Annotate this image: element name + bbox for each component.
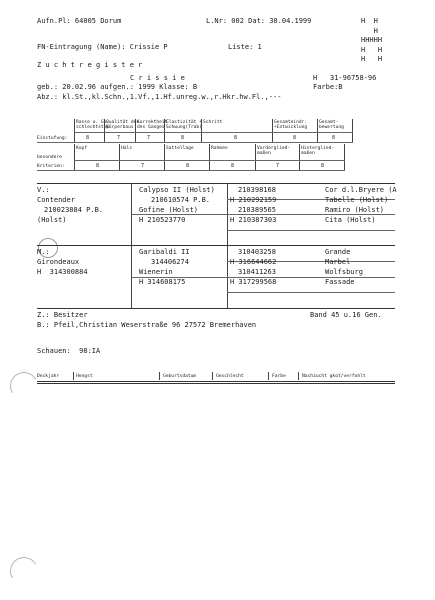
grid-line	[74, 144, 75, 170]
grandparent-number: 210610574 P.B.	[151, 196, 211, 204]
grandparent-number: 314406274	[151, 258, 189, 266]
document-title: Z u c h t r e g i s t e r	[37, 61, 143, 69]
grandparent-number: H 314608175	[139, 278, 186, 286]
grid-line	[272, 119, 273, 142]
criteria-header: Sattellage	[166, 146, 194, 151]
pedigree-mid-rule	[37, 245, 395, 246]
ancestor-number: H 316644662	[230, 258, 277, 266]
pedigree-rule	[227, 230, 395, 231]
sire-number: 210023884 P.B.	[44, 206, 104, 214]
grandparent-name: Garibaldi II	[139, 248, 190, 256]
dam-label: M.:	[37, 248, 50, 256]
grandparent-number: H 210523770	[139, 216, 186, 224]
ancestor-name: Marbel	[325, 258, 351, 266]
criteria-header: Hinterglied- maßen	[301, 146, 335, 156]
grid-line	[298, 372, 299, 380]
grid-line	[164, 144, 165, 170]
breeder-line: Z.: Besitzer	[37, 311, 88, 319]
grandparent-name: Gofine (Holst)	[139, 206, 199, 214]
birth-class-line: geb.: 20.02.96 aufgen.: 1999 Klasse: B	[37, 83, 198, 91]
score-header: Korrektheit des Ganges	[137, 120, 168, 130]
grandparent-name: Calypso II (Holst)	[139, 186, 215, 194]
footer-header: Deckjahr	[37, 374, 60, 379]
sire-label: V.:	[37, 186, 50, 194]
criteria-header: Hals	[121, 146, 133, 151]
ancestor-name: Tabelle (Holst)	[325, 196, 389, 204]
grid-line	[74, 119, 75, 142]
ancestor-name: Cita (Holst)	[325, 216, 376, 224]
sire-studbook: (Holst)	[37, 216, 67, 224]
rule	[37, 142, 353, 143]
rule	[37, 170, 345, 171]
ancestor-name: Fassade	[325, 278, 355, 286]
fn-entry-name: FN-Eintragung (Name): Crissie P	[37, 43, 168, 51]
grid-line	[119, 144, 120, 170]
owner-line: B.: Pfeil,Christian Weserstraße 96 27572 Bremerhaven	[37, 321, 257, 329]
grid-line	[344, 144, 345, 170]
criteria-value: 8	[186, 163, 190, 169]
kriterien-label: Kriterien:	[37, 164, 65, 169]
criteria-value: 8	[96, 163, 100, 169]
score-header: Rasse u. Ge- schlechtstyp	[76, 120, 110, 130]
grid-line	[317, 119, 318, 142]
sire-name: Contender	[37, 196, 75, 204]
rule	[74, 132, 353, 133]
h-mark-line-1: H H	[361, 17, 378, 25]
score-value: 7	[117, 135, 121, 141]
footer-header: Hengst	[76, 374, 93, 379]
ancestor-number: H 210387303	[230, 216, 277, 224]
grid-line	[255, 144, 256, 170]
einstufung-label: Einstufung:	[37, 136, 68, 141]
criteria-header: Rahmen	[211, 146, 228, 151]
binder-arc-mark	[7, 369, 41, 403]
ancestor-number: 310411263	[238, 268, 276, 276]
score-header: Gesamt- bewertung	[319, 120, 344, 130]
footer-header: Geschlecht	[216, 374, 244, 379]
ancestor-number: 210389565	[238, 206, 276, 214]
ancestor-number: H 317299568	[230, 278, 277, 286]
aufnahme-place: Aufn.Pl: 64005 Dorum	[37, 17, 122, 25]
grid-line	[73, 372, 74, 380]
criteria-value: 8	[231, 163, 235, 169]
ancestor-number: 310403258	[238, 248, 276, 256]
score-value: 8	[86, 135, 90, 141]
footer-header: Nachzucht gkot/verfohlt	[302, 374, 366, 379]
score-value: 8	[332, 135, 336, 141]
ancestor-name: Ramiro (Holst)	[325, 206, 385, 214]
grid-line	[164, 119, 165, 142]
owner-top-rule	[37, 308, 395, 309]
band-line: Band 45 u.16 Gen.	[310, 311, 382, 319]
ancestor-name: Grande	[325, 248, 351, 256]
binder-arc-mark	[7, 554, 41, 588]
criteria-header: Kopf	[76, 146, 88, 151]
grid-line	[352, 119, 353, 142]
score-value: 8	[234, 135, 238, 141]
list-number-date: L.Nr: 002 Dat: 30.04.1999	[206, 17, 312, 25]
score-value: 8	[293, 135, 297, 141]
score-value: 8	[181, 135, 185, 141]
grid-line	[135, 119, 136, 142]
rule	[74, 160, 345, 161]
horse-id-number: 31-96758-96	[330, 74, 377, 82]
grandparent-name: Wienerin	[139, 268, 173, 276]
criteria-value: 7	[276, 163, 280, 169]
pedigree-rule	[131, 214, 395, 215]
pedigree-top-rule	[37, 183, 395, 184]
list-label: Liste: 1	[228, 43, 262, 51]
grid-line	[159, 372, 160, 380]
h-mark-line-5: H H	[361, 55, 383, 63]
dam-number: H 314300884	[37, 268, 88, 276]
schauen-line: Schauen: 98:IA	[37, 347, 101, 355]
h-mark-line-4: H H	[361, 46, 383, 54]
h-mark-line-2: H	[361, 27, 378, 35]
grid-line	[299, 144, 300, 170]
besondere-label: besondere	[37, 155, 62, 160]
score-header: Elastizität + Schwung(Trab)	[166, 120, 202, 130]
grid-line	[201, 119, 202, 142]
grid-line	[268, 372, 269, 380]
score-value: 7	[147, 135, 151, 141]
ancestor-name: Cor d.l.Bryere (A	[325, 186, 397, 194]
grid-line	[209, 144, 210, 170]
criteria-value: 8	[321, 163, 325, 169]
footer-double-rule	[37, 381, 395, 384]
color-label: Farbe:B	[313, 83, 343, 91]
markings-line: Abz.: kl.St.,kl.Schn.,1.Vf.,1.Hf.unreg.w.,r.Hkr.hw.Fl.,---	[37, 93, 282, 101]
criteria-value: 7	[141, 163, 145, 169]
horse-id-mark: H	[313, 74, 318, 82]
dam-name: Girondeaux	[37, 258, 80, 266]
ancestor-name: Wolfsburg	[325, 268, 363, 276]
footer-header: Geburtsdatum	[163, 374, 197, 379]
grid-line	[104, 119, 105, 142]
ancestor-number: H 210292159	[230, 196, 277, 204]
h-mark-line-3: HHHHH	[361, 36, 383, 44]
grid-line	[212, 372, 213, 380]
score-header: Qualität des Körperbaus	[106, 120, 140, 130]
horse-name: C r i s s i e	[130, 74, 185, 82]
score-header: Schritt	[203, 120, 223, 125]
ancestor-number: 210398168	[238, 186, 276, 194]
pedigree-rule	[227, 292, 395, 293]
footer-header: Farbe	[272, 374, 286, 379]
criteria-header: Vorderglied- maßen	[257, 146, 291, 156]
score-header: Gesamteindr. +Entwicklung	[274, 120, 308, 130]
